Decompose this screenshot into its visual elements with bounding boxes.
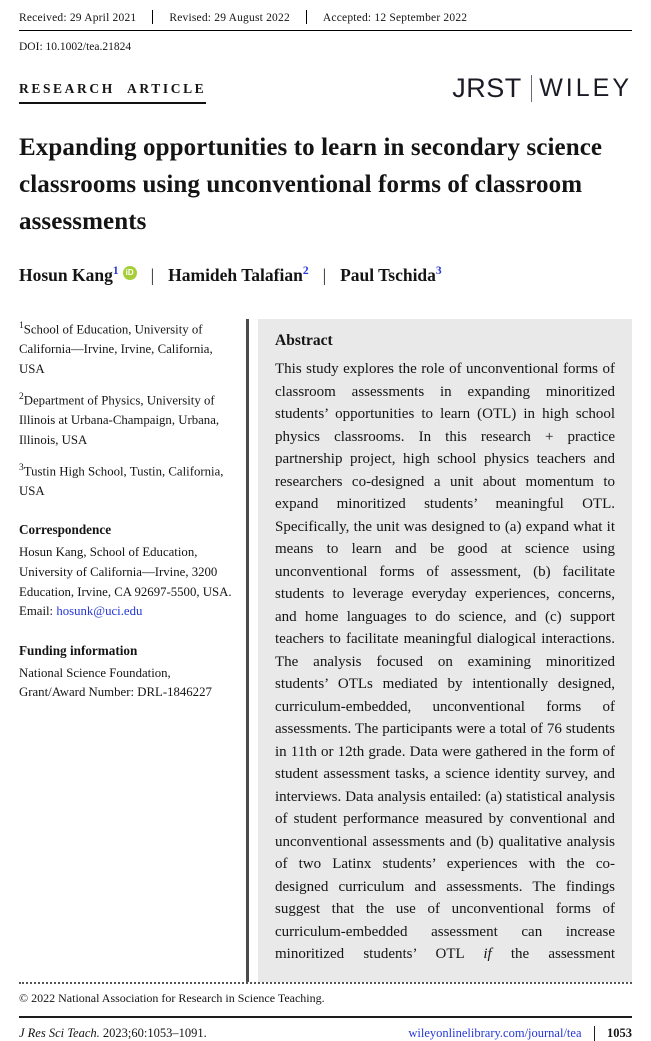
author-3-name: Paul Tschida [340, 265, 436, 285]
authors-row [19, 265, 632, 286]
affiliation-1 [19, 319, 232, 380]
abstract-box [258, 319, 632, 982]
received-date: Received: 29 April 2021 [19, 12, 137, 24]
wiley-logo-text: WILEY [539, 74, 632, 102]
jrst-wiley-logo [452, 73, 632, 104]
jrst-logo-text: JRST [452, 73, 522, 103]
abstract-heading: Abstract [275, 332, 333, 349]
correspondence-address: Hosun Kang, School of Education, University of California—Irvine, 3200 Education, Irvine, CA 92697-5500, USA. [19, 544, 232, 599]
affiliation-2-superscript: 2 [19, 391, 24, 402]
footer-divider [594, 1026, 596, 1041]
correspondence-text [19, 543, 232, 622]
page-number: 1053 [607, 1025, 632, 1040]
funding-heading: Funding information [19, 643, 138, 659]
funding-text: National Science Foundation, Grant/Award Number: DRL-1846227 [19, 665, 212, 700]
article-type-label: RESEARCH ARTICLE [19, 81, 206, 104]
page-title: Expanding opportunities to learn in secondary science classrooms using unconventional forms of classroom assessments [19, 134, 603, 235]
left-column [19, 319, 246, 982]
abstract-text [275, 358, 615, 966]
journal-url-link[interactable]: wileyonlinelibrary.com/journal/tea [408, 1025, 582, 1040]
accepted-date: Accepted: 12 September 2022 [306, 10, 483, 24]
email-link[interactable]: hosunk@uci.edu [56, 604, 143, 619]
copyright-text: © 2022 National Association for Research in Science Teaching. [19, 990, 325, 1005]
author-2-name: Hamideh Talafian [168, 265, 303, 285]
correspondence-heading: Correspondence [19, 522, 112, 538]
author-separator: | [150, 265, 155, 285]
affiliation-2-text: Department of Physics, University of Illinois at Urbana-Champaign, Urbana, Illinois, USA [19, 393, 220, 447]
email-label: Email: [19, 604, 57, 619]
type-logo-row [19, 73, 632, 104]
dotted-divider [19, 982, 632, 984]
abstract-body: This study explores the role of unconventional forms of classroom assessments in expanding minoritized students’ opportunities to learn (OTL) in high school physics classrooms. In this research + practice partnership project, high school physics teachers and researchers co-designed a unit about momentum to expand minoritized students’ meaningful OTL. Specifically, the unit was designed to (a) expand what it means to learn and be good at science using unconventional forms of assessment, (b) facilitate students to leverage everyday experiences, concerns, and home languages to do science, and (c) support teachers to facilitate meaningful dialogical interactions. The analysis focused on examining minoritized students’ OTLs mediated by intentionally designed, curriculum-embedded, unconventional forms of assessments. The participants were a total of 76 students in 11th or 12th grade. Data were gathered in the form of student assessment tasks, a science identity survey, and interviews. Data analysis entailed: (a) statistical analysis of student performance measured by conventional and unconventional assessments and (b) qualitative analysis of two Latinx students’ experiences with the co-designed curriculum and assessments. The findings suggest that the use of unconventional forms of curriculum-embedded assessment can increase minoritized students’ OTL [275, 361, 615, 962]
affiliation-1-text: School of Education, University of California—Irvine, Irvine, California, USA [19, 322, 213, 376]
revised-date: Revised: 29 August 2022 [152, 10, 306, 24]
orcid-icon[interactable]: iD [123, 266, 137, 280]
journal-citation-pages: 2023;60:1053–1091. [99, 1025, 207, 1040]
author-2-superscript: 2 [302, 265, 309, 278]
doi: DOI: 10.1002/tea.21824 [19, 41, 132, 53]
abstract-body-end: the assessment [491, 946, 615, 962]
author-3 [340, 265, 442, 286]
journal-citation [19, 1026, 207, 1041]
page-footer [19, 982, 632, 1041]
abstract-italic-word: if [483, 946, 492, 962]
affiliation-1-superscript: 1 [19, 321, 24, 331]
affiliation-3-superscript: 3 [19, 462, 24, 473]
affiliation-2 [19, 390, 232, 451]
footer-right [408, 1026, 632, 1041]
author-2 [168, 265, 308, 286]
column-divider-rule [246, 319, 249, 982]
logo-divider [531, 75, 533, 102]
affiliation-3-text: Tustin High School, Tustin, California, USA [19, 463, 224, 498]
author-1-name: Hosun Kang [19, 265, 113, 285]
author-3-superscript: 3 [435, 265, 442, 278]
author-1-superscript: 1 [112, 265, 119, 278]
content-columns [19, 319, 632, 982]
dates-bar [19, 10, 632, 31]
author-1 [19, 265, 137, 286]
journal-citation-name: J Res Sci Teach. [19, 1025, 100, 1040]
footer-bottom-row [19, 1016, 632, 1041]
author-separator: | [322, 265, 327, 285]
affiliation-3 [19, 461, 232, 502]
